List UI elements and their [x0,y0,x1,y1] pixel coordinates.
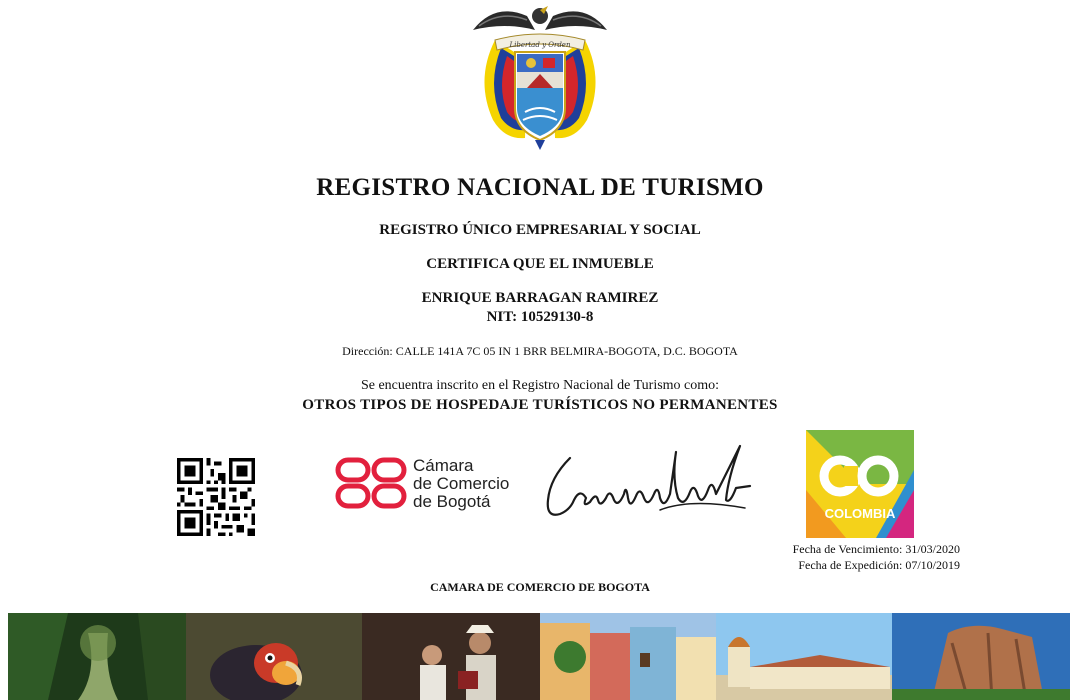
crest-motto: Libertad y Orden [509,41,571,49]
musicians-photo [362,613,540,700]
registered-as-statement: Se encuentra inscrito en el Registro Nacional de Turismo como: [360,378,720,393]
camara-comercio-bogota-logo [335,453,525,513]
certificate-subtitle: REGISTRO ÚNICO EMPRESARIAL Y SOCIAL [379,222,701,238]
issue-date: Fecha de Expedición: 07/10/2019 [798,558,960,572]
certifies-statement: CERTIFICA QUE EL INMUEBLE [426,256,654,272]
colombia-coat-of-arms [465,0,615,152]
ccb-line-2: de Comercio [413,474,510,493]
ccb-rings-icon [335,457,409,509]
condor-bird-photo [186,613,362,700]
address-line: Dirección: CALLE 141A 7C 05 IN 1 BRR BELMIRA-BOGOTA, D.C. BOGOTA [342,344,738,358]
ccb-line-1: Cámara [413,456,474,475]
registration-category: OTROS TIPOS DE HOSPEDAJE TURÍSTICOS NO PERMANENTES [302,397,778,413]
colombia-co-logo [806,430,914,538]
ccb-line-3: de Bogotá [413,492,491,511]
jungle-path-photo [8,613,186,700]
colonial-street-photo [540,613,716,700]
issuer-footer: CAMARA DE COMERCIO DE BOGOTA [430,580,650,594]
handwritten-signature [540,438,755,528]
cartagena-church-photo [716,613,892,700]
owner-name: ENRIQUE BARRAGAN RAMIREZ [421,290,659,306]
rock-monolith-photo [892,613,1070,700]
certificate-title: REGISTRO NACIONAL DE TURISMO [316,174,764,201]
tourism-photo-strip [8,613,1070,700]
qr-code[interactable] [177,458,255,536]
nit-number: NIT: 10529130-8 [486,309,594,325]
colombia-word: COLOMBIA [824,506,896,521]
expiry-date: Fecha de Vencimiento: 31/03/2020 [792,542,960,556]
